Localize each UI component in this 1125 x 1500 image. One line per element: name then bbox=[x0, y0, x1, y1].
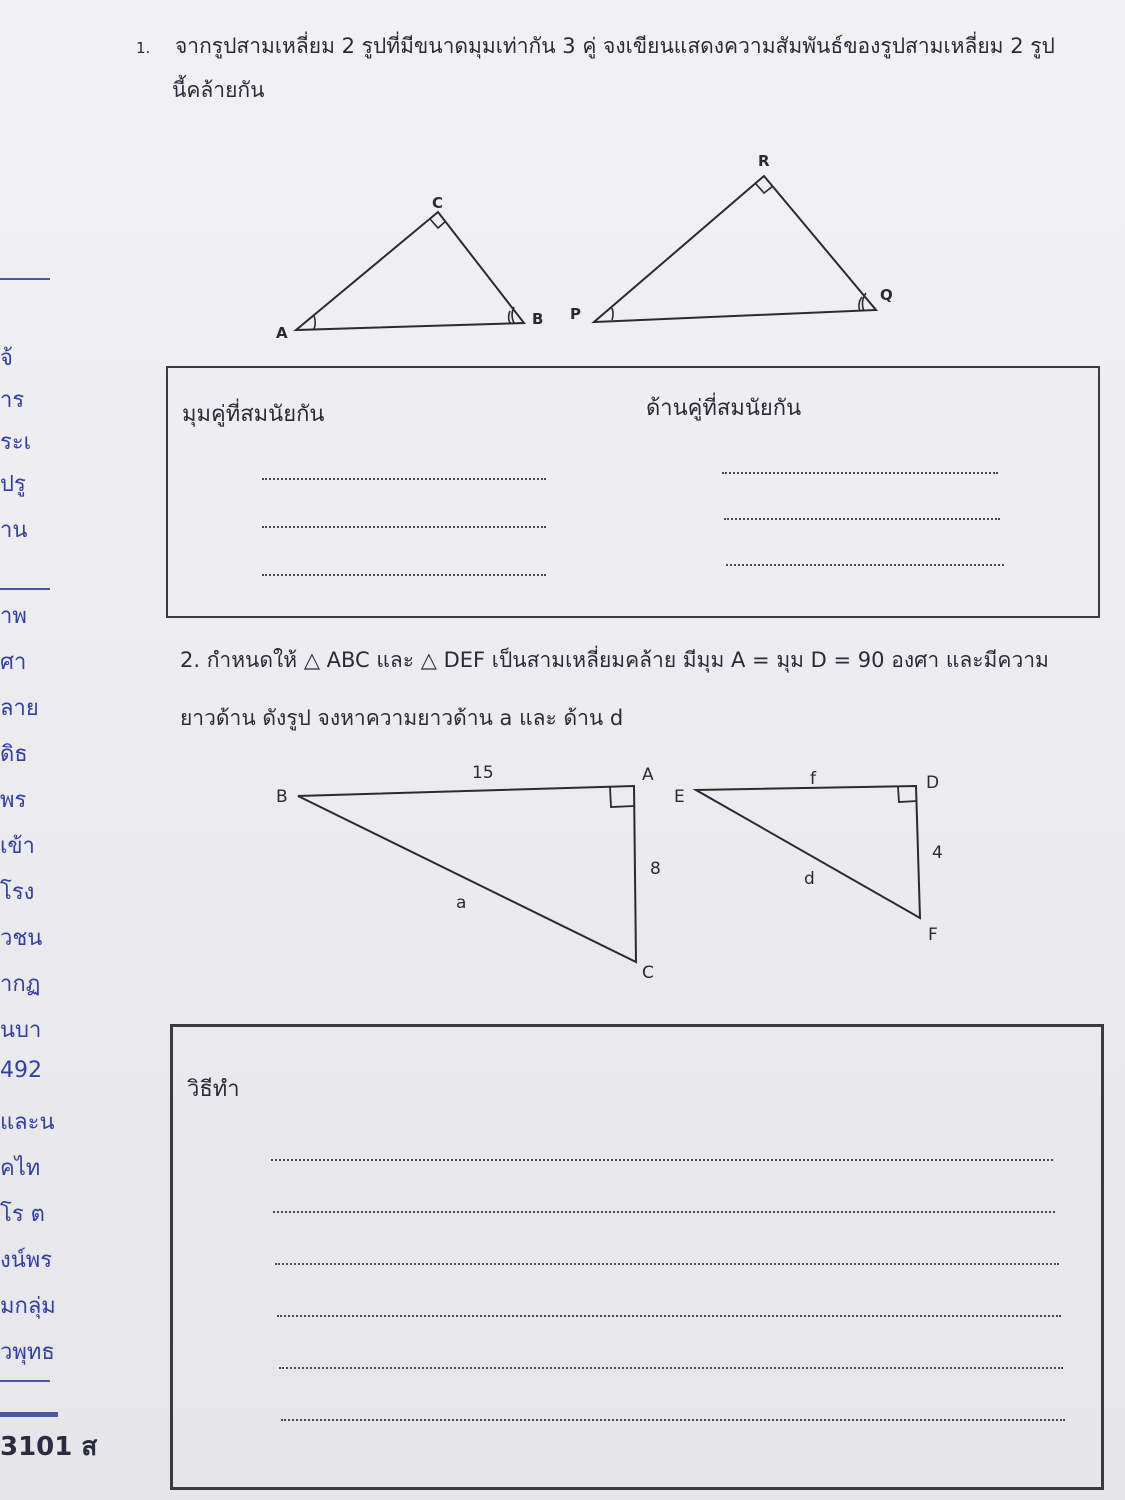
margin-fragment: 492 bbox=[0, 1058, 42, 1083]
corresponding-sides-heading: ด้านคู่ที่สมนัยกัน bbox=[646, 396, 802, 421]
margin-fragment: ดิธ bbox=[0, 742, 28, 767]
q1-line2: นี้คล้ายกัน bbox=[172, 78, 265, 102]
margin-fragment: วพุทธ bbox=[0, 1340, 55, 1365]
side-df-length: 4 bbox=[932, 843, 943, 863]
margin-fragment: าร bbox=[0, 388, 25, 413]
side-ef-length: d bbox=[804, 869, 815, 889]
label-c: C bbox=[432, 194, 444, 212]
label-p: P bbox=[570, 305, 581, 323]
margin-fragment: โรง bbox=[0, 880, 35, 905]
label-b2: B bbox=[276, 787, 288, 807]
label-a: A bbox=[276, 324, 288, 342]
q1-text-line1: จากรูปสามเหลี่ยม 2 รูปที่มีขนาดมุมเท่ากัน 3 คู่ จงเขียนแสดงความสัมพันธ์ของรูปสามเหลี่ยม 2 รูป bbox=[175, 34, 1055, 58]
corresponding-angles-heading: มุมคู่ที่สมนัยกัน bbox=[182, 402, 325, 427]
label-c2: C bbox=[642, 963, 654, 983]
margin-fragment: าพ bbox=[0, 604, 27, 629]
q1-number: 1. bbox=[136, 39, 151, 57]
margin-fragment: นบา bbox=[0, 1018, 42, 1043]
q2-line1: 2. กำหนดให้ △ ABC และ △ DEF เป็นสามเหลี่ยมคล้าย มีมุม A = มุม D = 90 องศา และมีความ bbox=[180, 648, 1049, 672]
right-angle-mark-d bbox=[898, 787, 917, 802]
label-d: D bbox=[926, 773, 940, 793]
side-ab-length: 15 bbox=[472, 763, 494, 783]
label-b: B bbox=[532, 310, 544, 328]
margin-fragment: และน bbox=[0, 1110, 55, 1135]
right-angle-mark-a2 bbox=[610, 787, 634, 807]
label-f: F bbox=[928, 925, 938, 945]
working-line-3[interactable] bbox=[275, 1263, 1059, 1265]
label-q: Q bbox=[880, 286, 893, 304]
margin-fragment: เข้า bbox=[0, 834, 35, 859]
triangle-def-q2 bbox=[674, 769, 943, 945]
margin-fragment: งน์พร bbox=[0, 1248, 53, 1273]
working-line-4[interactable] bbox=[277, 1315, 1061, 1317]
margin-fragment: มกลุ่ม bbox=[0, 1294, 56, 1319]
triangle-abc-q2 bbox=[276, 763, 661, 983]
label-r: R bbox=[758, 152, 770, 170]
working-line-5[interactable] bbox=[279, 1367, 1063, 1369]
side-ed-length: f bbox=[810, 769, 816, 789]
margin-fragment: คไท bbox=[0, 1156, 41, 1181]
margin-fragment: ากฏ bbox=[0, 972, 41, 997]
margin-fragment: ปรู bbox=[0, 472, 26, 497]
label-e: E bbox=[674, 787, 685, 807]
side-ac-length: 8 bbox=[650, 859, 661, 879]
margin-footer: 3101 ส bbox=[0, 1432, 98, 1462]
margin-fragment: ศา bbox=[0, 650, 27, 675]
working-heading: วิธีทำ bbox=[187, 1077, 240, 1102]
margin-fragment: จ้ bbox=[0, 346, 13, 371]
working-line-2[interactable] bbox=[273, 1211, 1055, 1213]
side-bc-length: a bbox=[456, 893, 467, 913]
margin-fragment: าน bbox=[0, 518, 28, 543]
q2-working-box bbox=[170, 1024, 1104, 1490]
margin-fragment: โร ต bbox=[0, 1202, 45, 1227]
working-line-1[interactable] bbox=[271, 1159, 1053, 1161]
margin-fragment: พร bbox=[0, 788, 27, 813]
margin-fragment: วชน bbox=[0, 926, 43, 951]
margin-fragment: ระเ bbox=[0, 430, 32, 455]
label-a2: A bbox=[642, 765, 654, 785]
margin-fragment: ลาย bbox=[0, 696, 39, 721]
q2-line2: ยาวด้าน ดังรูป จงหาความยาวด้าน a และ ด้าน d bbox=[180, 706, 624, 730]
working-line-6[interactable] bbox=[281, 1419, 1065, 1421]
